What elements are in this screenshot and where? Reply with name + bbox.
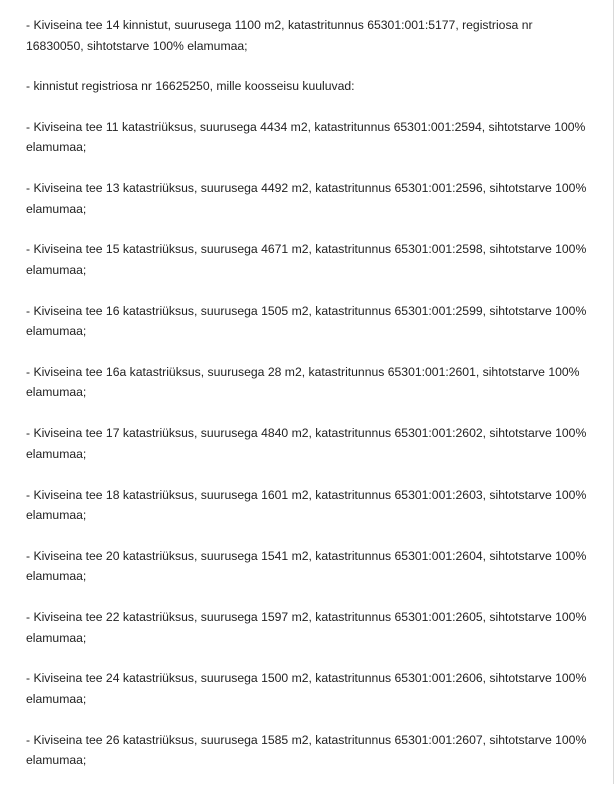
paragraph-parcel-16: - Kiviseina tee 16 katastriüksus, suurusega 1505 m2, katastritunnus 65301:001:2599, sihtotstarve 100% elamumaa;	[26, 303, 587, 339]
paragraph-parcel-15: - Kiviseina tee 15 katastriüksus, suurusega 4671 m2, katastritunnus 65301:001:2598, sihtotstarve 100% elamumaa;	[26, 242, 587, 277]
paragraph-parcel-26: - Kiviseina tee 26 katastriüksus, suurusega 1585 m2, katastritunnus 65301:001:2607, sihtotstarve 100% elamumaa;	[26, 732, 587, 768]
paragraph-parcel-16a: - Kiviseina tee 16a katastriüksus, suurusega 28 m2, katastritunnus 65301:001:2601, sihtotstarve 100% elamumaa;	[26, 364, 580, 400]
paragraph-parcel-24: - Kiviseina tee 24 katastriüksus, suurusega 1500 m2, katastritunnus 65301:001:2606, sihtotstarve 100% elamumaa;	[26, 671, 587, 706]
paragraph-parcel-18: - Kiviseina tee 18 katastriüksus, suurusega 1601 m2, katastritunnus 65301:001:2603, sihtotstarve 100% elamumaa;	[26, 487, 587, 523]
paragraph-registry-16625250: - kinnistut registriosa nr 16625250, mille koosseisu kuuluvad:	[26, 79, 355, 93]
parcel-list	[26, 15, 588, 791]
paragraph-parcel-14: - Kiviseina tee 14 kinnistut, suurusega 1100 m2, katastritunnus 65301:001:5177, registriosa nr 16830050, sihtotstarve 100% elamumaa;	[26, 18, 533, 53]
paragraph-parcel-13: - Kiviseina tee 13 katastriüksus, suurusega 4492 m2, katastritunnus 65301:001:2596, sihtotstarve 100% elamumaa;	[26, 181, 587, 216]
paragraph-parcel-11: - Kiviseina tee 11 katastriüksus, suurusega 4434 m2, katastritunnus 65301:001:2594, sihtotstarve 100% elamumaa;	[26, 119, 586, 155]
paragraph-parcel-20: - Kiviseina tee 20 katastriüksus, suurusega 1541 m2, katastritunnus 65301:001:2604, sihtotstarve 100% elamumaa;	[26, 548, 587, 584]
paragraph-parcel-17: - Kiviseina tee 17 katastriüksus, suurusega 4840 m2, katastritunnus 65301:001:2602, sihtotstarve 100% elamumaa;	[26, 426, 587, 461]
paragraph-parcel-22: - Kiviseina tee 22 katastriüksus, suurusega 1597 m2, katastritunnus 65301:001:2605, sihtotstarve 100% elamumaa;	[26, 610, 587, 645]
